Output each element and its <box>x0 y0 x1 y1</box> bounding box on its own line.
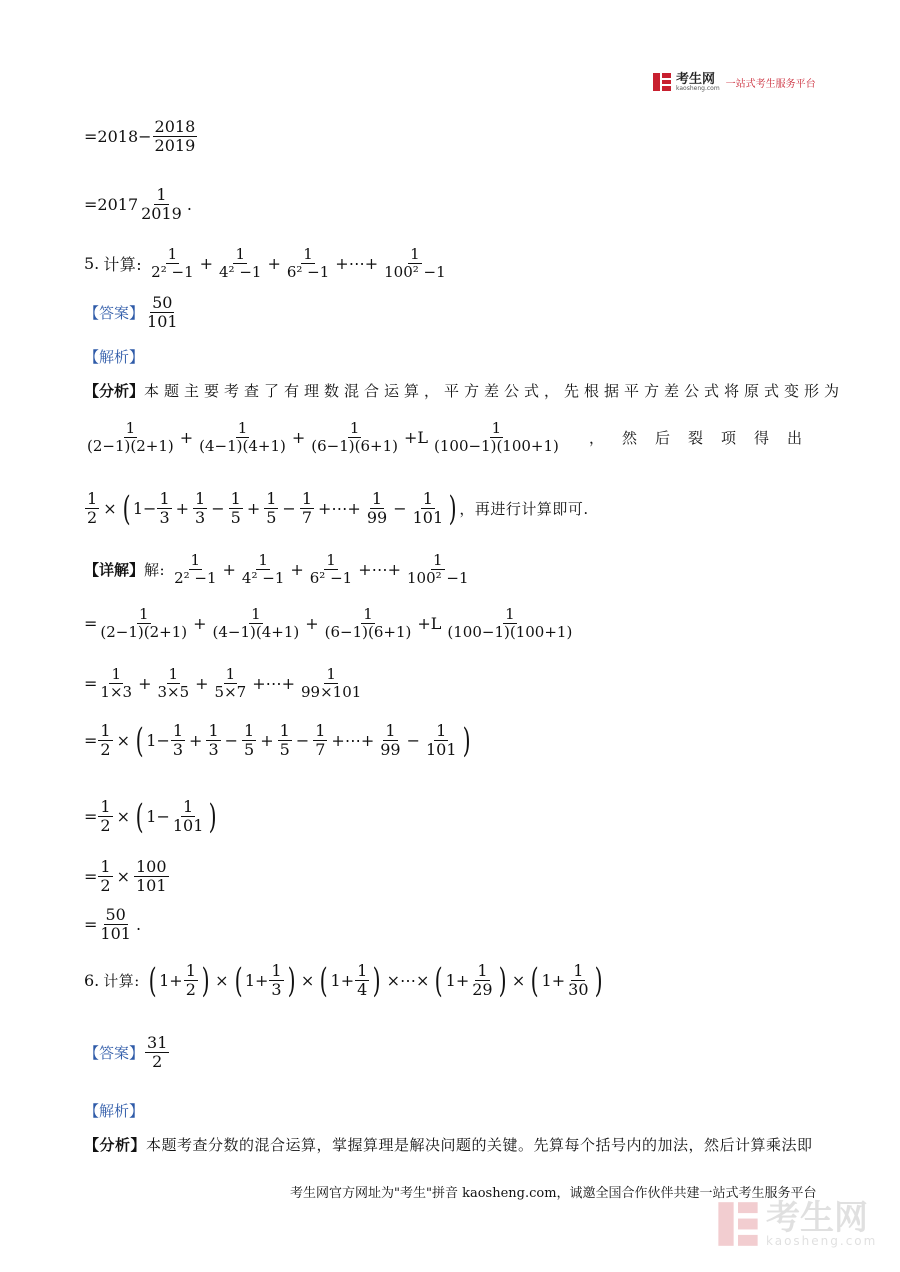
fraction <box>98 798 112 836</box>
q5-answer: 【答案】 $\frac{50}{101}$ <box>84 293 178 332</box>
denominator: 99 <box>380 740 401 760</box>
numerator: 1 <box>422 489 433 508</box>
numerator: 1 <box>573 961 584 980</box>
denominator: 101 <box>426 740 457 760</box>
numerator: 1 <box>168 665 179 683</box>
operator: + <box>260 731 274 751</box>
q5-step-3: = $\frac{1}{2}$ × ( 1− $\frac{1}{3}$ + $\frac{1}{3}$ − $\frac{1}{5}$ + $\frac{1}{5}$ − $\frac{1}{7}$ +⋯+ $\frac{1}{99}$ − $\frac{1}{101}$ ) <box>84 720 471 761</box>
parenthesis: ( <box>319 960 328 1001</box>
operator: × <box>116 731 130 751</box>
q5-problem: 5. 计算: $\frac{1}{\text{2² −1}}$ + $\frac{1}{\text{4² −1}}$ + $\frac{1}{\text{6² −1}}$ +⋯+ $\frac{1}{\text{100² −1}}$ <box>84 245 446 282</box>
fraction <box>300 490 314 528</box>
numerator: 1 <box>303 245 313 263</box>
denominator: 99×101 <box>301 683 362 702</box>
operator: + <box>138 674 152 694</box>
denominator: 5 <box>230 508 241 528</box>
fraction <box>432 420 561 456</box>
numerator: 31 <box>147 1033 168 1052</box>
numerator: 1 <box>315 721 326 740</box>
numerator: 1 <box>491 419 502 437</box>
numerator: 1 <box>363 605 373 623</box>
denominator: 2 <box>185 980 196 1000</box>
denominator: 2² −1 <box>174 569 217 588</box>
numerator: 1 <box>225 665 236 683</box>
operator: +L <box>417 614 442 634</box>
numerator: 1 <box>125 419 136 437</box>
denominator: 101 <box>100 924 131 944</box>
fraction <box>172 552 218 588</box>
fraction <box>309 420 400 456</box>
numerator: 1 <box>183 797 194 816</box>
q5-step-6: = $\frac{50}{101}$ . <box>84 905 142 944</box>
fraction <box>157 490 171 528</box>
q6-answer: 【答案】 $\frac{31}{2}$ <box>84 1033 168 1072</box>
denominator: 3×5 <box>157 683 190 702</box>
denominator: 4² −1 <box>219 263 262 282</box>
numerator: 1 <box>371 489 383 508</box>
watermark-text: 考生网 <box>766 1198 868 1238</box>
operator: − <box>224 731 239 751</box>
header-logo <box>652 72 816 92</box>
numerator: 1 <box>230 489 241 508</box>
numerator: 1 <box>167 245 178 263</box>
denominator: 100² −1 <box>407 569 469 588</box>
parenthesis: ( <box>135 720 144 761</box>
operator: + <box>179 428 194 448</box>
q5-step-4: = $\frac{1}{2}$ × ( 1− $\frac{1}{101}$ ) <box>84 796 218 837</box>
fraction <box>229 490 243 528</box>
fraction <box>470 962 494 1000</box>
fraction <box>269 962 283 1000</box>
numerator: 1 <box>410 245 420 263</box>
parenthesis: ( <box>122 488 131 529</box>
denominator: (2−1)(2+1) <box>100 623 188 642</box>
denominator: 2 <box>100 740 111 760</box>
numerator: 100 <box>136 857 167 876</box>
operator: + <box>267 254 281 274</box>
denominator: (2−1)(2+1) <box>87 437 174 456</box>
denominator: 5 <box>279 740 290 760</box>
parenthesis: ) <box>462 720 471 761</box>
denominator: 2019 <box>154 136 196 156</box>
logo-text: 考生网 <box>676 71 716 87</box>
fraction <box>197 420 288 456</box>
fraction <box>98 858 112 896</box>
denominator: (6−1)(6+1) <box>311 437 398 456</box>
q6-analysis-text: 【分析】 本题考查分数的混合运算，掌握算理是解决问题的关键。先算每个括号内的加法，然后计算乘法即 <box>84 1136 813 1154</box>
denominator: 5×7 <box>214 683 247 702</box>
operator: − <box>295 731 310 751</box>
denominator: 2 <box>100 876 111 896</box>
q5-transform-line: $\frac{1}{(2-1)(2+1)}$ + $\frac{1}{(4-1)(4+1)}$ + $\frac{1}{(6-1)(6+1)}$ +L $\frac{1}{(100-1)(100+1)}$ ，然后裂项得出 <box>87 419 820 456</box>
fraction <box>155 666 191 702</box>
denominator: (100−1)(100+1) <box>447 623 573 642</box>
fraction <box>211 606 302 642</box>
fraction <box>217 246 263 282</box>
denominator: (4−1)(4+1) <box>212 623 300 642</box>
fraction <box>242 722 256 760</box>
fraction <box>411 490 446 528</box>
operator: − <box>393 499 407 519</box>
q6-problem: 6. 计算: ( 1+ $\frac{1}{2}$ ) × ( 1+ $\frac{1}{3}$ ) × ( 1+ $\frac{1}{4}$ ) ×⋯× ( 1+ $\frac{1}{29}$ ) × ( 1+ $\frac{1}{30}$ ) <box>84 960 603 1001</box>
parenthesis: ) <box>372 960 381 1001</box>
fraction <box>355 962 369 1000</box>
denominator: 2 <box>87 508 98 528</box>
numerator: 1 <box>326 665 336 683</box>
numerator: 1 <box>326 551 336 569</box>
fraction <box>153 118 198 156</box>
q5-detail-line: 【详解】 解: $\frac{1}{\text{2² −1}}$ + $\frac{1}{\text{4² −1}}$ + $\frac{1}{\text{6² −1}}$ +⋯+ $\frac{1}{\text{100² −1}}$ <box>84 551 469 588</box>
q5-step-2: = $\frac{1}{1\times 3}$ + $\frac{1}{3\times 5}$ + $\frac{1}{5\times 7}$ +⋯+ $\frac{1}{99\times 101}$ <box>84 665 362 702</box>
operator: × <box>511 971 526 991</box>
fraction <box>98 722 112 760</box>
parenthesis: ) <box>287 960 296 1001</box>
top-line-1: = 2018 − $\frac{2018}{2019}$ <box>84 117 196 156</box>
top-line-2: = 2017 $\frac{1}{2019}$ . <box>84 185 192 224</box>
numerator: 1 <box>251 605 261 623</box>
numerator: 1 <box>87 489 98 508</box>
operator: + <box>290 560 304 580</box>
denominator: 3 <box>195 508 206 528</box>
q5-analysis-label: 【解析】 <box>84 348 145 366</box>
denominator: 29 <box>472 980 493 1000</box>
denominator: (100−1)(100+1) <box>434 437 559 456</box>
fraction <box>139 186 184 224</box>
numerator: 1 <box>505 605 515 623</box>
fraction <box>382 246 448 282</box>
operator: +⋯+ <box>331 731 375 751</box>
denominator: 101 <box>147 312 178 332</box>
parenthesis: ) <box>448 488 457 529</box>
operator: × <box>215 971 229 991</box>
fraction <box>378 722 402 760</box>
denominator: 2 <box>152 1052 163 1072</box>
fraction <box>171 798 206 836</box>
operator: − <box>211 499 225 519</box>
numerator: 1 <box>477 961 488 980</box>
numerator: 1 <box>100 857 111 876</box>
denominator: 2 <box>100 816 111 836</box>
numerator: 2018 <box>154 117 196 136</box>
operator: × <box>116 867 130 887</box>
operator: +⋯+ <box>335 254 379 274</box>
denominator: 4² −1 <box>241 569 285 588</box>
parenthesis: ( <box>148 960 157 1001</box>
fraction <box>264 490 278 528</box>
numerator: 1 <box>100 721 111 740</box>
numerator: 1 <box>301 489 313 508</box>
numerator: 1 <box>436 721 447 740</box>
operator: + <box>189 731 203 751</box>
q5-split-line: $\frac{1}{2}$ × ( 1− $\frac{1}{3}$ + $\frac{1}{3}$ − $\frac{1}{5}$ + $\frac{1}{5}$ − $\frac{1}{7}$ +⋯+ $\frac{1}{99}$ − $\frac{1}{101}$ ) ，再进行计算即可. <box>87 488 589 529</box>
denominator: 7 <box>301 508 313 528</box>
denominator: 5 <box>244 740 255 760</box>
fraction <box>445 606 574 642</box>
fraction <box>171 722 185 760</box>
denominator: 100² −1 <box>384 263 446 282</box>
numerator: 1 <box>266 489 277 508</box>
numerator: 1 <box>349 419 360 437</box>
operator: + <box>222 560 236 580</box>
operator: + <box>246 499 261 519</box>
denominator: 101 <box>412 508 444 528</box>
watermark-logo-icon <box>716 1200 760 1248</box>
denominator: (4−1)(4+1) <box>199 437 286 456</box>
watermark <box>716 1200 877 1248</box>
numerator: 1 <box>237 419 248 437</box>
fraction <box>145 1034 169 1072</box>
operator: +⋯+ <box>252 674 295 694</box>
numerator: 1 <box>235 245 245 263</box>
fraction <box>323 606 414 642</box>
fraction <box>424 722 459 760</box>
parenthesis: ( <box>135 796 144 837</box>
denominator: 3 <box>159 508 170 528</box>
denominator: 6² −1 <box>309 569 353 588</box>
fraction <box>98 606 189 642</box>
denominator: 4 <box>357 980 368 1000</box>
denominator: 6² −1 <box>286 263 330 282</box>
parenthesis: ) <box>594 960 603 1001</box>
numerator: 1 <box>172 721 184 740</box>
fraction <box>308 552 354 588</box>
numerator: 1 <box>258 551 268 569</box>
watermark-domain: kaosheng.com <box>766 1234 878 1248</box>
numerator: 1 <box>244 721 255 740</box>
operator: × <box>103 499 117 519</box>
fraction <box>145 294 180 332</box>
operator: + <box>195 674 209 694</box>
denominator: 3 <box>208 740 219 760</box>
operator: + <box>305 614 319 634</box>
kaosheng-logo-icon <box>652 72 672 92</box>
numerator: 1 <box>271 961 282 980</box>
numerator: 1 <box>111 665 121 683</box>
fraction <box>98 666 134 702</box>
fraction <box>85 490 99 528</box>
denominator: 99 <box>366 508 388 528</box>
parenthesis: ( <box>234 960 243 1001</box>
parenthesis: ) <box>209 796 218 837</box>
footer-text: 考生网官方网址为"考生"拼音 kaosheng.com，诚邀全国合作伙伴共建一站式考生服务平台 <box>290 1186 817 1201</box>
numerator: 1 <box>159 489 170 508</box>
fraction <box>278 722 292 760</box>
logo-slogan: 一站式考生服务平台 <box>725 78 816 90</box>
numerator: 1 <box>138 605 149 623</box>
fraction <box>365 490 389 528</box>
numerator: 1 <box>357 961 368 980</box>
logo-domain: kaosheng.com <box>676 84 720 92</box>
operator: +⋯+ <box>318 499 361 519</box>
parenthesis: ) <box>498 960 507 1001</box>
parenthesis: ( <box>530 960 539 1001</box>
numerator: 1 <box>195 489 206 508</box>
denominator: 2² −1 <box>151 263 194 282</box>
fraction <box>184 962 198 1000</box>
numerator: 50 <box>105 905 126 924</box>
fraction <box>566 962 590 1000</box>
numerator: 1 <box>156 185 167 204</box>
denominator: 2019 <box>141 204 182 224</box>
denominator: 3 <box>172 740 184 760</box>
fraction <box>85 420 176 456</box>
parenthesis: ( <box>435 960 444 1001</box>
denominator: 7 <box>315 740 326 760</box>
denominator: 30 <box>568 980 589 1000</box>
fraction <box>313 722 327 760</box>
fraction <box>193 490 207 528</box>
numerator: 1 <box>385 721 396 740</box>
numerator: 1 <box>100 797 111 816</box>
q6-analysis-label: 【解析】 <box>84 1102 145 1120</box>
denominator: 3 <box>271 980 282 1000</box>
fraction <box>98 906 133 944</box>
fraction <box>240 552 286 588</box>
fraction <box>405 552 471 588</box>
operator: + <box>175 499 190 519</box>
fraction <box>299 666 363 702</box>
operator: + <box>291 428 306 448</box>
denominator: 1×3 <box>100 683 133 702</box>
denominator: (6−1)(6+1) <box>324 623 412 642</box>
operator: + <box>199 254 214 274</box>
operator: +L <box>403 428 428 448</box>
operator: − <box>406 731 420 751</box>
denominator: 101 <box>172 816 204 836</box>
denominator: 101 <box>136 876 167 896</box>
operator: + <box>193 614 207 634</box>
operator: ×⋯× <box>386 971 430 991</box>
fraction <box>206 722 220 760</box>
q5-step-1: = $\frac{1}{(2-1)(2+1)}$ + $\frac{1}{(4-1)(4+1)}$ + $\frac{1}{(6-1)(6+1)}$ +L $\frac{1}{(100-1)(100+1)}$ <box>84 605 573 642</box>
operator: +⋯+ <box>358 560 402 580</box>
q5-analysis-text: 【分析】 本题主要考查了有理数混合运算，平方差公式，先根据平方差公式将原式变形为 <box>84 382 845 400</box>
denominator: 5 <box>266 508 277 528</box>
numerator: 1 <box>433 551 443 569</box>
parenthesis: ) <box>201 960 210 1001</box>
q5-step-5: = $\frac{1}{2}$ × $\frac{100}{101}$ <box>84 857 167 896</box>
numerator: 1 <box>279 721 290 740</box>
numerator: 1 <box>185 961 196 980</box>
operator: × <box>300 971 315 991</box>
fraction <box>285 246 331 282</box>
numerator: 1 <box>208 721 219 740</box>
operator: − <box>282 499 296 519</box>
fraction <box>149 246 195 282</box>
numerator: 1 <box>190 551 201 569</box>
fraction <box>134 858 169 896</box>
operator: × <box>116 807 130 827</box>
fraction <box>213 666 249 702</box>
numerator: 50 <box>152 293 173 312</box>
